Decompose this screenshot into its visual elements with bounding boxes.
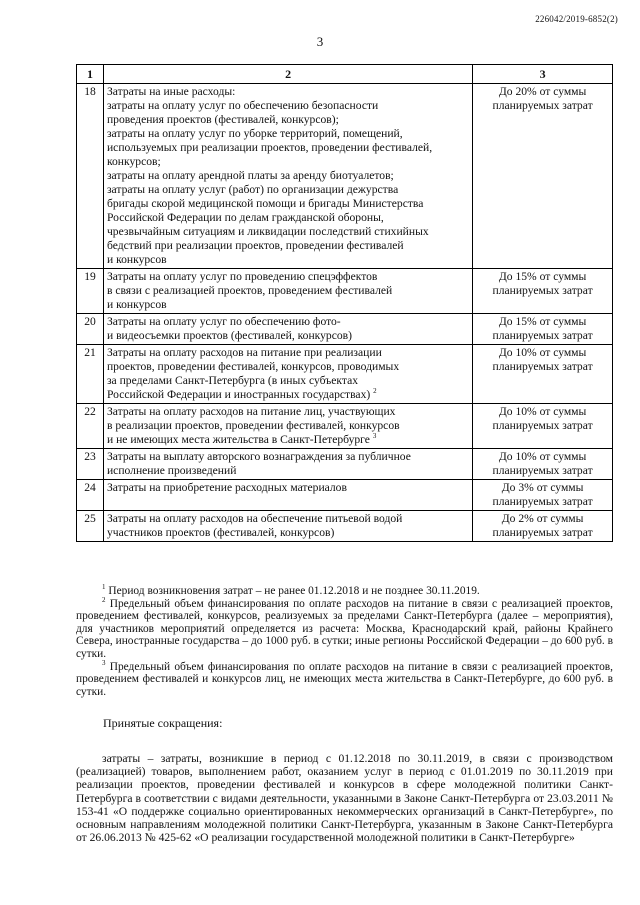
- description-line: участников проектов (фестивалей, конкурсов): [106, 526, 335, 539]
- expense-description: [103, 84, 472, 269]
- footnote-mark: 3: [102, 658, 106, 667]
- footnote-text: Предельный объем финансирования по оплате расходов на питание в связи с реализацией проектов, проведением фестивалей, конкурсов, реализуемых за пределами Санкт-Петербурга (далее – мероприятия), для участников мероприятий определяется из расчета: Москва, Краснодарский край, районы Крайнего Севера, иностранные государства – до 1000 руб. в сутки; иные регионы Российской Федерации – до 600 руб. в сутки.: [76, 597, 613, 660]
- limit-line: планируемых затрат: [492, 329, 593, 342]
- row-number: 23: [77, 449, 104, 480]
- expense-description: [103, 480, 472, 511]
- description-line: проведения проектов (фестивалей, конкурсов);: [106, 113, 339, 126]
- limit-line: До 2% от суммы: [501, 512, 584, 525]
- limit-line: До 3% от суммы: [501, 481, 584, 494]
- expense-description: [103, 449, 472, 480]
- table-row: [77, 314, 613, 345]
- table-row: [77, 345, 613, 404]
- row-number: 19: [77, 269, 104, 314]
- expenses-table: [76, 64, 613, 542]
- footnote-reference: 2: [373, 387, 377, 396]
- description-line: в связи с реализацией проектов, проведением фестивалей: [106, 284, 393, 297]
- limit-line: До 15% от суммы: [498, 270, 587, 283]
- description-line: используемых при реализации проектов, проведении фестивалей,: [106, 141, 433, 154]
- expense-description: [103, 511, 472, 542]
- row-number: 22: [77, 404, 104, 449]
- expense-limit: [473, 314, 613, 345]
- table-header-row: [77, 65, 613, 84]
- expense-limit: [473, 404, 613, 449]
- description-line: Затраты на оплату расходов на питание при реализации: [106, 346, 382, 359]
- table-row: [77, 449, 613, 480]
- description-line: Затраты на приобретение расходных материалов: [106, 481, 347, 494]
- footnote-text: Период возникновения затрат – не ранее 01.12.2018 и не позднее 30.11.2019.: [108, 585, 480, 597]
- footnote: [76, 595, 613, 661]
- table-row: [77, 480, 613, 511]
- limit-line: планируемых затрат: [492, 526, 593, 539]
- abbreviations-text: затраты – затраты, возникшие в период с 01.12.2018 по 30.11.2019, в связи с производством (реализацией) товаров, выполнением работ, оказанием услуг в период с 01.01.2019 по 30.11.2019 при реализации проектов, проведении фестивалей и конкурсов в сфере молодежной политики Санкт-Петербурга в соответствии с видами деятельности, указанными в Законе Санкт-Петербурга от 23.03.2011 № 153-41 «О поддержке социально ориентированных некоммерческих организаций в Санкт-Петербурге», по основным направлениям молодежной политики Санкт-Петербурга, указанным в Законе Санкт-Петербурга от 26.06.2013 № 425-62 «О реализации государственной молодежной политики в Санкт-Петербурге»: [76, 752, 613, 845]
- row-number: 21: [77, 345, 104, 404]
- description-line: Затраты на оплату услуг по обеспечению фото-: [106, 315, 341, 328]
- description-line: затраты на оплату услуг (работ) по организации дежурства: [106, 183, 399, 196]
- limit-line: планируемых затрат: [492, 284, 593, 297]
- expense-limit: [473, 480, 613, 511]
- description-line: проектов, проведении фестивалей, конкурсов, проводимых: [106, 360, 400, 373]
- limit-line: планируемых затрат: [492, 360, 593, 373]
- description-line: Российской Федерации и иностранных государствах): [106, 388, 371, 401]
- table-row: [77, 404, 613, 449]
- footnotes: [76, 585, 613, 698]
- expense-limit: [473, 84, 613, 269]
- description-line: затраты на оплату арендной платы за аренду биотуалетов;: [106, 169, 394, 182]
- limit-line: До 10% от суммы: [498, 450, 587, 463]
- limit-line: До 10% от суммы: [498, 405, 587, 418]
- abbreviations-title: Принятые сокращения:: [103, 716, 223, 730]
- limit-line: планируемых затрат: [492, 464, 593, 477]
- footnote: [76, 658, 613, 699]
- expense-description: [103, 404, 472, 449]
- column-header: 1: [77, 65, 104, 84]
- description-line: затраты на оплату услуг по обеспечению безопасности: [106, 99, 379, 112]
- row-number: 20: [77, 314, 104, 345]
- document-number: 226042/2019-6852(2): [535, 14, 618, 24]
- expense-description: [103, 269, 472, 314]
- table-body: [77, 84, 613, 542]
- footnote-mark: 1: [102, 583, 106, 592]
- page-number: 3: [316, 34, 324, 49]
- table-row: [77, 84, 613, 269]
- description-line: конкурсов;: [106, 155, 161, 168]
- table-row: [77, 269, 613, 314]
- limit-line: планируемых затрат: [492, 99, 593, 112]
- expense-description: [103, 314, 472, 345]
- row-number: 24: [77, 480, 104, 511]
- description-line: чрезвычайным ситуациям и ликвидации последствий стихийных: [106, 225, 429, 238]
- footnote: [76, 585, 613, 598]
- limit-line: До 10% от суммы: [498, 346, 587, 359]
- description-line: Затраты на оплату расходов на питание лиц, участвующих: [106, 405, 396, 418]
- column-header: 3: [473, 65, 613, 84]
- limit-line: До 20% от суммы: [498, 85, 587, 98]
- description-line: и конкурсов: [106, 253, 167, 266]
- expense-limit: [473, 449, 613, 480]
- description-line: Затраты на оплату расходов на обеспечение питьевой водой: [106, 512, 403, 525]
- footnote-mark: 2: [102, 595, 106, 604]
- expense-limit: [473, 345, 613, 404]
- description-line: Затраты на оплату услуг по проведению спецэффектов: [106, 270, 378, 283]
- description-line: в реализации проектов, проведении фестивалей, конкурсов: [106, 419, 400, 432]
- row-number: 25: [77, 511, 104, 542]
- footnote-reference: 3: [372, 432, 377, 441]
- limit-line: планируемых затрат: [492, 419, 593, 432]
- expense-limit: [473, 269, 613, 314]
- description-line: затраты на оплату услуг по уборке территорий, помещений,: [106, 127, 403, 140]
- description-line: Затраты на выплату авторского вознаграждения за публичное: [106, 450, 411, 463]
- description-line: и конкурсов: [106, 298, 167, 311]
- description-line: бедствий при реализации проектов, проведении фестивалей: [106, 239, 404, 252]
- description-line: Российской Федерации по делам гражданской обороны,: [106, 211, 384, 224]
- expense-limit: [473, 511, 613, 542]
- description-line: Затраты на иные расходы:: [106, 85, 236, 98]
- limit-line: До 15% от суммы: [498, 315, 587, 328]
- description-line: и видеосъемки проектов (фестивалей, конкурсов): [106, 329, 352, 342]
- description-line: исполнение произведений: [106, 464, 237, 477]
- limit-line: планируемых затрат: [492, 495, 593, 508]
- table-row: [77, 511, 613, 542]
- expense-description: [103, 345, 472, 404]
- row-number: 18: [77, 84, 104, 269]
- column-header: 2: [103, 65, 472, 84]
- description-line: бригады скорой медицинской помощи и бригады Министерства: [106, 197, 424, 210]
- description-line: за пределами Санкт-Петербурга (в иных субъектах: [106, 374, 359, 387]
- description-line: и не имеющих места жительства в Санкт-Петербурге: [106, 433, 370, 446]
- footnote-text: Предельный объем финансирования по оплате расходов на питание в связи с реализацией проектов, проведением фестивалей и конкурсов лиц, не имеющих места жительства в Санкт-Петербурге, до 600 руб. в сутки.: [76, 660, 613, 698]
